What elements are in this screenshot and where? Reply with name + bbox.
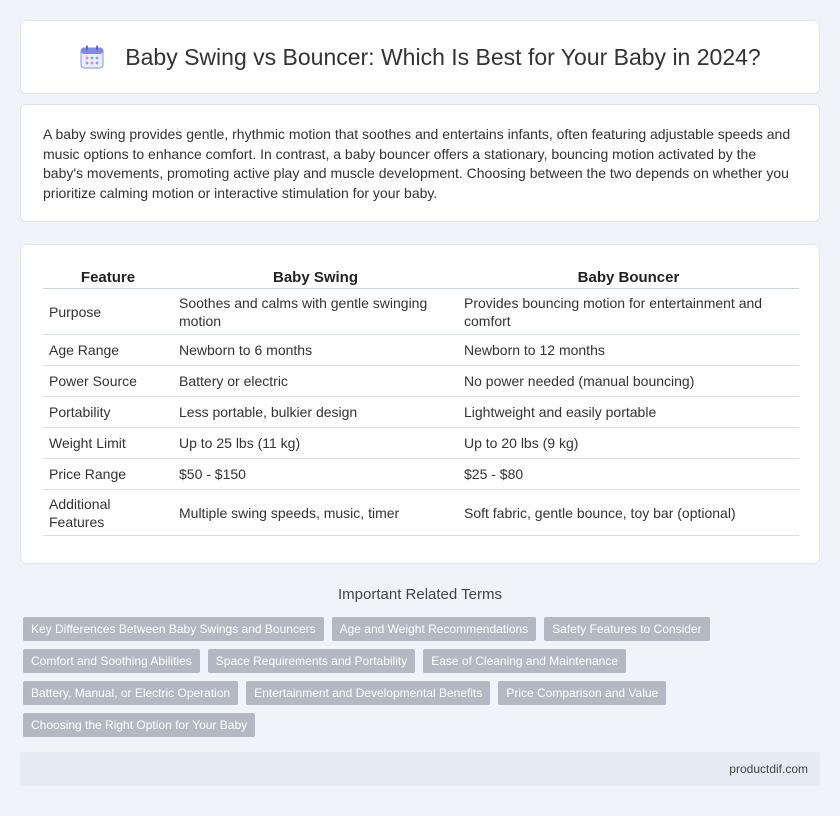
swing-cell: Battery or electric bbox=[173, 366, 458, 397]
related-term-tag[interactable]: Price Comparison and Value bbox=[498, 681, 666, 705]
table-row bbox=[43, 335, 799, 366]
footer-site-link[interactable]: productdif.com bbox=[729, 762, 808, 776]
header-feature: Feature bbox=[43, 259, 173, 289]
bouncer-cell: Up to 20 lbs (9 kg) bbox=[458, 428, 799, 459]
title-card bbox=[20, 20, 820, 94]
intro-paragraph: A baby swing provides gentle, rhythmic motion that soothes and entertains infants, often featuring adjustable speeds and music options to enhance comfort. In contrast, a baby bouncer offers a stationary, bouncing motion activated by the baby's movements, promoting active play and muscle development. Choosing between the two depends on whether you prioritize calming motion or interactive stimulation for your baby. bbox=[43, 126, 791, 201]
feature-cell: Price Range bbox=[43, 459, 173, 490]
table-header-row bbox=[43, 259, 799, 289]
related-term-tag[interactable]: Comfort and Soothing Abilities bbox=[23, 649, 200, 673]
comparison-card bbox=[20, 244, 820, 564]
related-term-tag[interactable]: Key Differences Between Baby Swings and Bouncers bbox=[23, 617, 324, 641]
table-row bbox=[43, 366, 799, 397]
bouncer-cell: No power needed (manual bouncing) bbox=[458, 366, 799, 397]
feature-cell: Age Range bbox=[43, 335, 173, 366]
page-title: Baby Swing vs Bouncer: Which Is Best for Your Baby in 2024? bbox=[125, 43, 761, 70]
bouncer-cell: Soft fabric, gentle bounce, toy bar (optional) bbox=[458, 490, 799, 536]
feature-cell: Purpose bbox=[43, 289, 173, 335]
header-baby-bouncer: Baby Bouncer bbox=[458, 259, 799, 289]
bouncer-cell: Newborn to 12 months bbox=[458, 335, 799, 366]
intro-card bbox=[20, 104, 820, 222]
bouncer-cell: Lightweight and easily portable bbox=[458, 397, 799, 428]
calendar-icon bbox=[79, 44, 105, 70]
bouncer-cell: $25 - $80 bbox=[458, 459, 799, 490]
related-term-tag[interactable]: Safety Features to Consider bbox=[544, 617, 709, 641]
swing-cell: $50 - $150 bbox=[173, 459, 458, 490]
bouncer-cell: Provides bouncing motion for entertainment and comfort bbox=[458, 289, 799, 335]
feature-cell: Portability bbox=[43, 397, 173, 428]
swing-cell: Multiple swing speeds, music, timer bbox=[173, 490, 458, 536]
table-row bbox=[43, 459, 799, 490]
header-baby-swing: Baby Swing bbox=[173, 259, 458, 289]
table-row bbox=[43, 428, 799, 459]
swing-cell: Newborn to 6 months bbox=[173, 335, 458, 366]
related-term-tag[interactable]: Age and Weight Recommendations bbox=[332, 617, 537, 641]
related-terms-list bbox=[23, 617, 803, 737]
feature-cell: Weight Limit bbox=[43, 428, 173, 459]
feature-cell: Additional Features bbox=[43, 490, 173, 536]
table-row bbox=[43, 397, 799, 428]
related-term-tag[interactable]: Battery, Manual, or Electric Operation bbox=[23, 681, 238, 705]
swing-cell: Less portable, bulkier design bbox=[173, 397, 458, 428]
related-term-tag[interactable]: Ease of Cleaning and Maintenance bbox=[423, 649, 626, 673]
comparison-table bbox=[43, 259, 799, 536]
footer bbox=[20, 752, 820, 786]
swing-cell: Soothes and calms with gentle swinging motion bbox=[173, 289, 458, 335]
related-term-tag[interactable]: Space Requirements and Portability bbox=[208, 649, 415, 673]
feature-cell: Power Source bbox=[43, 366, 173, 397]
related-term-tag[interactable]: Choosing the Right Option for Your Baby bbox=[23, 713, 255, 737]
related-term-tag[interactable]: Entertainment and Developmental Benefits bbox=[246, 681, 490, 705]
table-row bbox=[43, 490, 799, 536]
related-terms-title: Important Related Terms bbox=[338, 586, 502, 603]
table-row bbox=[43, 289, 799, 335]
swing-cell: Up to 25 lbs (11 kg) bbox=[173, 428, 458, 459]
